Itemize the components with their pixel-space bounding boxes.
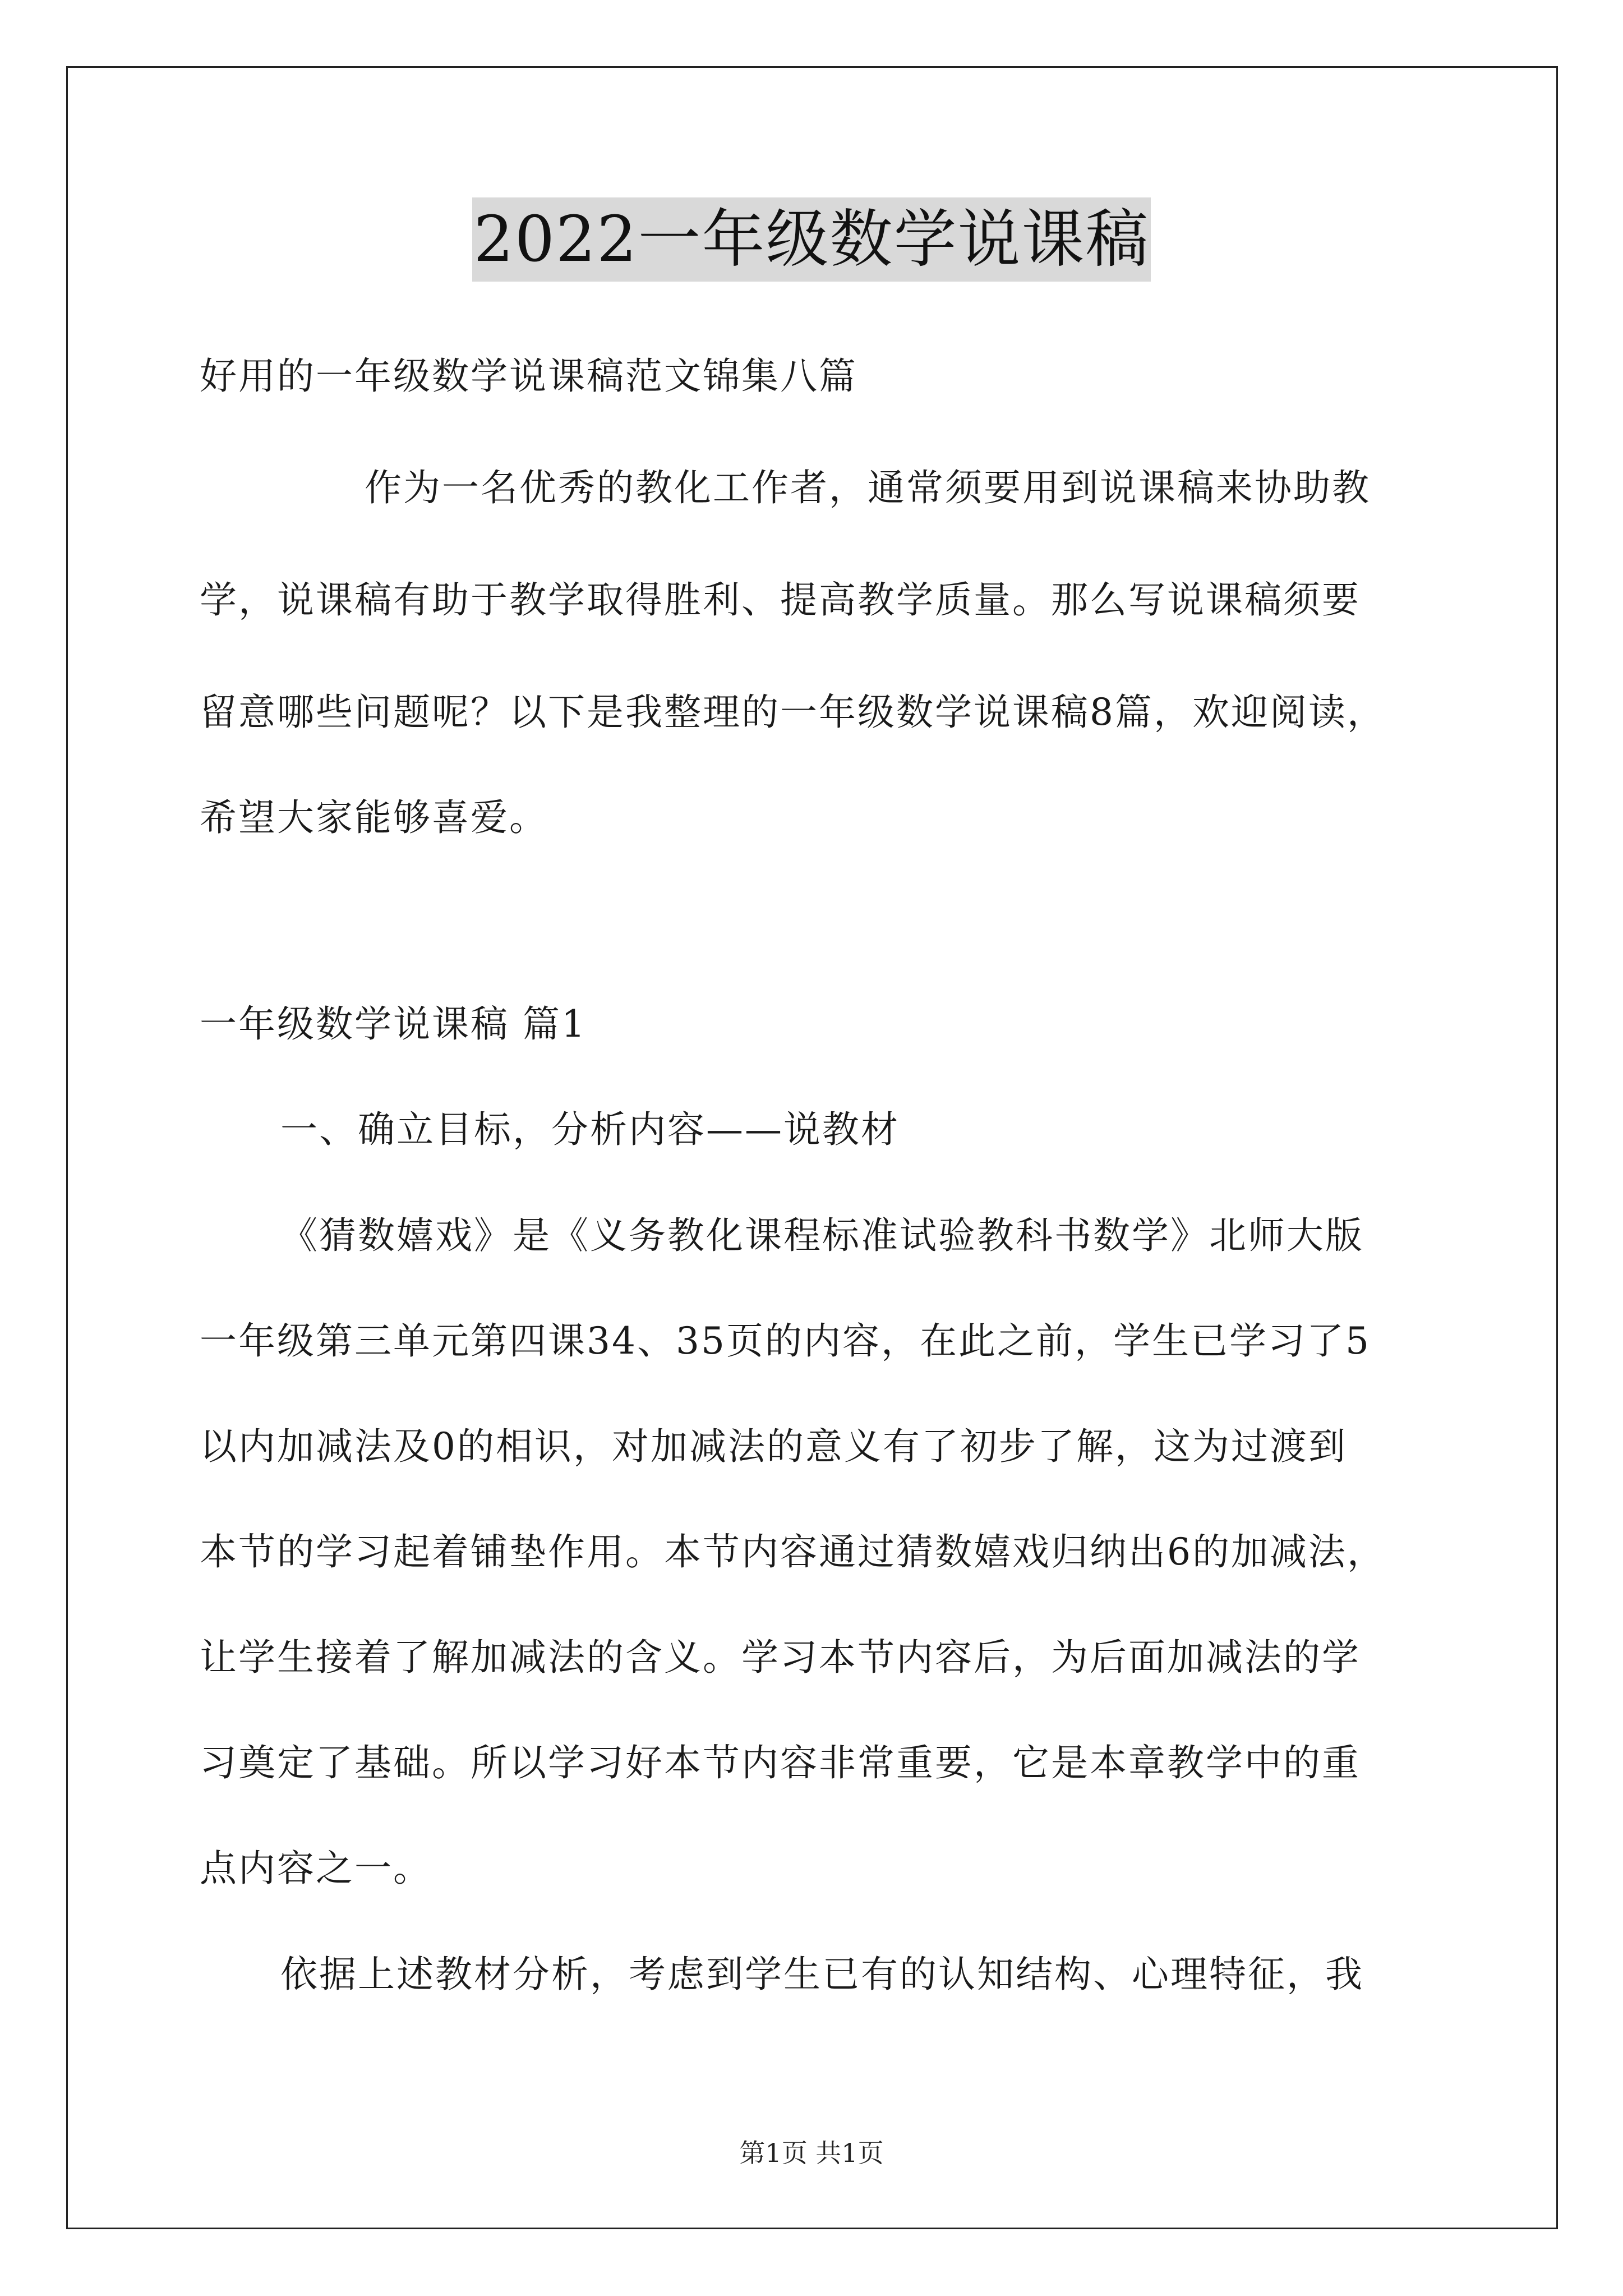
paragraph1-line-4: 本节的学习起着铺垫作用。本节内容通过猜数嬉戏归纳出6的加减法， xyxy=(200,1530,1386,1573)
paragraph1-line-3: 以内加减法及0的相识，对加减法的意义有了初步了解，这为过渡到 xyxy=(200,1425,1347,1468)
paragraph1-line-2: 一年级第三单元第四课34、35页的内容，在此之前，学生已学习了5 xyxy=(200,1319,1371,1363)
paragraph1-line-1: 《猜数嬉戏》是《义务教化课程标准试验教科书数学》北师大版 xyxy=(280,1214,1364,1257)
intro-line-1: 作为一名优秀的教化工作者，通常须要用到说课稿来协助教 xyxy=(365,466,1371,509)
intro-line-3: 留意哪些问题呢？以下是我整理的一年级数学说课稿8篇，欢迎阅读， xyxy=(200,691,1386,734)
section-subheading: 一、确立目标，分析内容——说教材 xyxy=(280,1108,900,1151)
section-heading: 一年级数学说课稿 篇1 xyxy=(200,1002,587,1046)
intro-line-4: 希望大家能够喜爱。 xyxy=(200,796,548,839)
paragraph1-line-7: 点内容之一。 xyxy=(200,1847,432,1890)
paragraph2-line-1: 依据上述教材分析，考虑到学生已有的认知结构、心理特征，我 xyxy=(280,1953,1364,1996)
paragraph1-line-5: 让学生接着了解加减法的含义。学习本节内容后，为后面加减法的学 xyxy=(200,1636,1361,1679)
page-footer: 第1页 共1页 xyxy=(739,2138,884,2168)
paragraph1-line-6: 习奠定了基础。所以学习好本节内容非常重要，它是本章教学中的重 xyxy=(200,1741,1361,1784)
title-block xyxy=(0,197,1623,282)
intro-line-2: 学，说课稿有助于教学取得胜利、提高教学质量。那么写说课稿须要 xyxy=(200,578,1361,622)
document-subtitle: 好用的一年级数学说课稿范文锦集八篇 xyxy=(200,355,857,398)
document-title: 2022一年级数学说课稿 xyxy=(472,197,1150,282)
